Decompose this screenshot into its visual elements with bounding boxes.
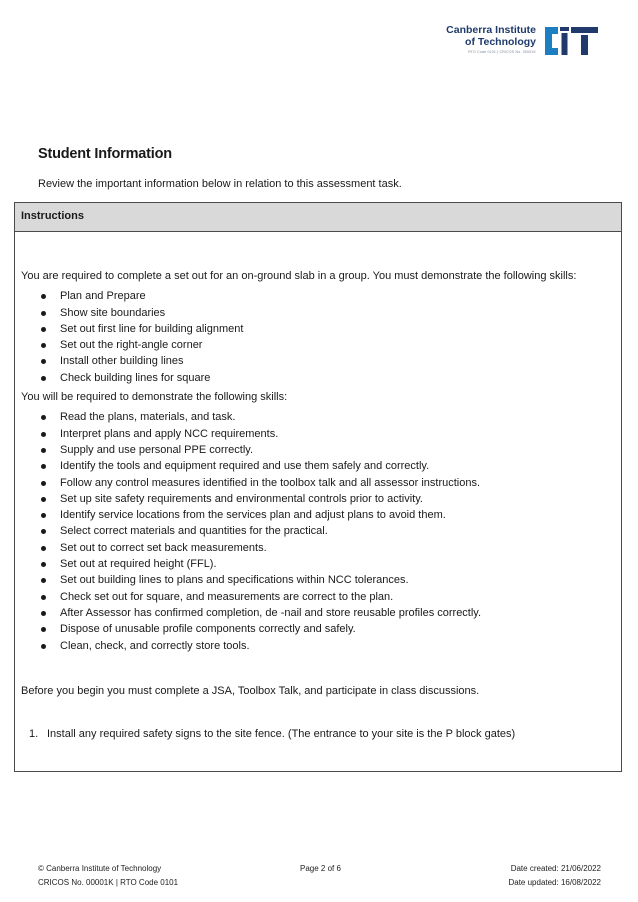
logo-line-1: Canberra Institute <box>446 24 536 36</box>
bullet-icon <box>41 595 46 600</box>
demonstrate-list-item <box>21 491 615 507</box>
footer-row-1 <box>38 864 601 873</box>
logo-small-text: RTO Code 0101 | CRICOS No. 00001K <box>468 50 536 54</box>
list-item-text: Set out the right-angle corner <box>60 339 203 352</box>
skill-list-item <box>21 321 615 337</box>
paragraph-before-begin: Before you begin you must complete a JSA, Toolbox Talk, and participate in class discussions. <box>21 684 480 697</box>
demonstrate-list-item <box>21 426 615 442</box>
list-item-text: Supply and use personal PPE correctly. <box>60 443 254 456</box>
footer-codes: CRICOS No. 00001K | RTO Code 0101 <box>38 878 179 887</box>
list-item-text: Clean, check, and correctly store tools. <box>60 639 250 652</box>
list-item-text: Set out at required height (FFL). <box>60 558 217 571</box>
footer-row-2 <box>38 878 601 887</box>
list-item-text: After Assessor has confirmed completion, de -nail and store reusable profiles correctly. <box>60 606 482 619</box>
footer-page-number: Page 2 of 6 <box>300 864 341 873</box>
list-item-text: Set out building lines to plans and specifications within NCC tolerances. <box>60 574 409 587</box>
instructions-body <box>15 232 621 742</box>
bullet-icon <box>41 578 46 583</box>
list-item-text: Follow any control measures identified in the toolbox talk and all assessor instructions. <box>60 476 481 489</box>
list-item-text: Set out first line for building alignment <box>60 322 244 335</box>
footer-copyright: © Canberra Institute of Technology <box>38 864 162 873</box>
demonstrate-list-item <box>21 605 615 621</box>
intro-text: Review the important information below in relation to this assessment task. <box>38 178 402 190</box>
bullet-icon <box>41 359 46 364</box>
list-item-text: Interpret plans and apply NCC requirements. <box>60 427 279 440</box>
list-item-text: Identify the tools and equipment required and use them safely and correctly. <box>60 460 430 473</box>
step-text: Install any required safety signs to the site fence. (The entrance to your site is the P block gates) <box>47 728 516 741</box>
bullet-icon <box>41 448 46 453</box>
skill-list-item <box>21 337 615 353</box>
logo-line-2: of Technology <box>465 36 536 48</box>
bullet-icon <box>41 376 46 381</box>
instructions-table <box>14 202 622 772</box>
demonstrate-list-item <box>21 475 615 491</box>
paragraph-demonstrate: You will be required to demonstrate the following skills: <box>21 391 288 404</box>
list-item-text: Check building lines for square <box>60 371 211 384</box>
demonstrate-list-item <box>21 638 615 654</box>
footer-date-created: Date created: 21/06/2022 <box>510 864 601 873</box>
bullet-icon <box>41 311 46 316</box>
demonstrate-list-item <box>21 540 615 556</box>
bullet-icon <box>41 562 46 567</box>
list-item-text: Install other building lines <box>60 355 184 368</box>
demonstrate-list-item <box>21 523 615 539</box>
demonstrate-list-item <box>21 507 615 523</box>
bullet-icon <box>41 611 46 616</box>
bullet-icon <box>41 513 46 518</box>
bullet-icon <box>41 343 46 348</box>
bullet-icon <box>41 415 46 420</box>
list-item-text: Check set out for square, and measurements are correct to the plan. <box>60 590 394 603</box>
list-item-text: Select correct materials and quantities for the practical. <box>60 525 328 538</box>
list-item-text: Dispose of unusable profile components correctly and safely. <box>60 623 356 636</box>
skill-list-item <box>21 353 615 369</box>
demonstrate-list-item <box>21 442 615 458</box>
bullet-icon <box>41 644 46 649</box>
step-item <box>21 726 615 742</box>
demonstrate-skills-list <box>21 409 615 653</box>
list-item-text: Plan and Prepare <box>60 290 146 303</box>
bullet-icon <box>41 464 46 469</box>
list-item-text: Identify service locations from the services plan and adjust plans to avoid them. <box>60 509 446 522</box>
demonstrate-list-item <box>21 409 615 425</box>
demonstrate-list-item <box>21 458 615 474</box>
instructions-header: Instructions <box>15 203 621 232</box>
demonstrate-list-item <box>21 556 615 572</box>
skills-list <box>21 288 615 386</box>
steps-list <box>21 726 615 742</box>
footer-date-updated: Date updated: 16/08/2022 <box>508 878 601 887</box>
skill-list-item <box>21 305 615 321</box>
list-item-text: Set up site safety requirements and environmental controls prior to activity. <box>60 492 423 505</box>
bullet-icon <box>41 627 46 632</box>
skill-list-item <box>21 288 615 304</box>
paragraph-requirements: You are required to complete a set out for an on-ground slab in a group. You must demonstrate the following skills: <box>21 270 577 282</box>
bullet-icon <box>41 497 46 502</box>
bullet-icon <box>41 294 46 299</box>
cit-logo <box>446 24 600 58</box>
cit-logo-icon <box>542 24 600 58</box>
list-item-text: Read the plans, materials, and task. <box>60 411 236 424</box>
demonstrate-list-item <box>21 572 615 588</box>
demonstrate-list-item <box>21 589 615 605</box>
demonstrate-list-item <box>21 621 615 637</box>
page-title: Student Information <box>38 146 172 162</box>
bullet-icon <box>41 546 46 551</box>
bullet-icon <box>41 529 46 534</box>
step-number: 1. <box>29 728 39 741</box>
bullet-icon <box>41 432 46 437</box>
bullet-icon <box>41 327 46 332</box>
list-item-text: Show site boundaries <box>60 306 166 319</box>
bullet-icon <box>41 481 46 486</box>
list-item-text: Set out to correct set back measurements. <box>60 541 267 554</box>
skill-list-item <box>21 370 615 386</box>
